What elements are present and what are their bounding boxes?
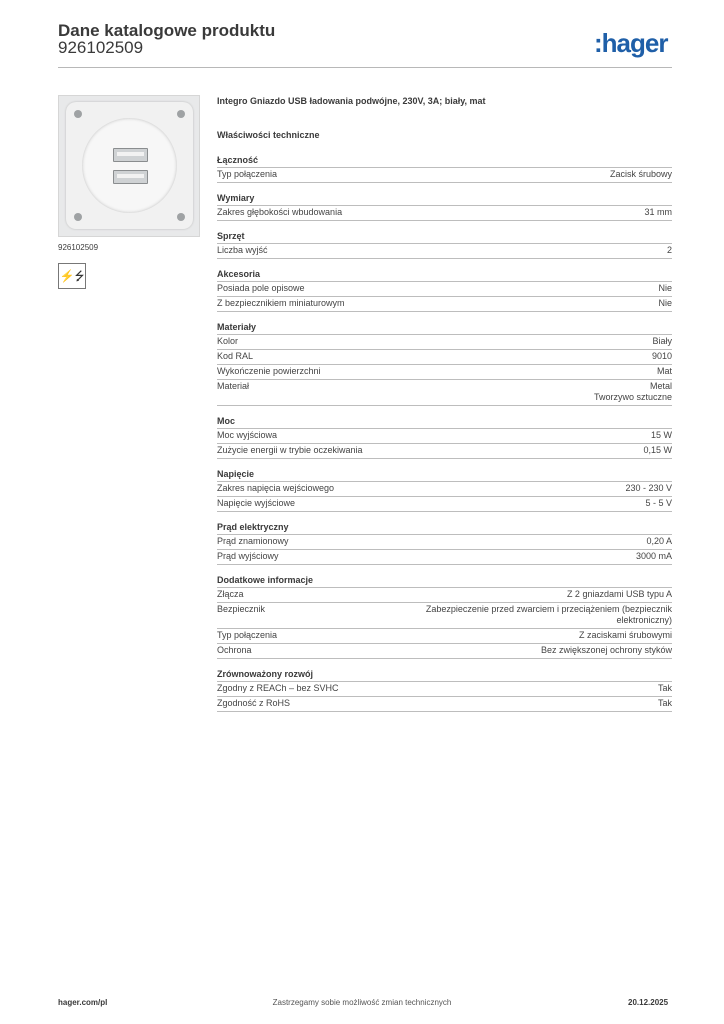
logo-text: hager: [601, 28, 668, 58]
spec-row: [217, 244, 672, 259]
spec-value: [594, 381, 672, 403]
spec-value: [625, 483, 672, 494]
spec-value-line: Bez zwiększonej ochrony styków: [540, 645, 672, 655]
spec-value: [645, 498, 672, 509]
spec-value-line: 15 W: [650, 430, 672, 440]
spec-section: [217, 192, 672, 221]
spec-value-line: Tak: [657, 698, 672, 708]
spec-value-line: Z zaciskami śrubowymi: [578, 630, 672, 640]
spec-row: [217, 550, 672, 565]
spec-row: [217, 603, 672, 629]
usb-port-icon: [113, 170, 148, 184]
spec-section: [217, 574, 672, 659]
section-title: Moc: [217, 415, 672, 429]
page-title: Dane katalogowe produktu: [58, 21, 276, 40]
spec-value: [643, 445, 672, 456]
spec-label: Kolor: [217, 336, 239, 346]
spec-value-line: Zabezpieczenie przed zwarciem i przeciążeniem (bezpiecznik: [425, 604, 672, 614]
spec-value: [646, 536, 672, 547]
spec-value-line: Z 2 gniazdami USB typu A: [566, 589, 672, 599]
spec-label: Zgodny z REACh – bez SVHC: [217, 683, 339, 693]
spec-label: Typ połączenia: [217, 630, 278, 640]
section-title: Akcesoria: [217, 268, 672, 282]
spec-label: Zakres głębokości wbudowania: [217, 207, 343, 217]
spec-section: [217, 230, 672, 259]
spec-value: [657, 366, 672, 377]
spec-section: [217, 268, 672, 312]
spec-value: [426, 604, 672, 626]
footer-disclaimer: Zastrzegamy sobie możliwość zmian technicznych: [272, 998, 452, 1007]
spec-value-line: 31 mm: [644, 207, 672, 217]
usb-socket-icon: ⚡⭍: [58, 263, 86, 289]
spec-row: [217, 697, 672, 712]
section-title: Zrównoważony rozwój: [217, 668, 672, 682]
product-description: Integro Gniazdo USB ładowania podwójne, 230V, 3A; biały, mat: [217, 96, 486, 106]
spec-row: [217, 380, 672, 406]
spec-value: [579, 630, 672, 641]
spec-value-line: Zacisk śrubowy: [609, 169, 672, 179]
spec-label: Zużycie energii w trybie oczekiwania: [217, 445, 363, 455]
section-title: Łączność: [217, 154, 672, 168]
spec-value-line: 2: [666, 245, 672, 255]
section-title: Wymiary: [217, 192, 672, 206]
spec-section: [217, 521, 672, 565]
spec-value-line: 5 - 5 V: [645, 498, 672, 508]
spec-row: [217, 682, 672, 697]
section-title: Sprzęt: [217, 230, 672, 244]
spec-row: [217, 629, 672, 644]
spec-value-line: Metal: [649, 381, 672, 391]
spec-section: [217, 154, 672, 183]
spec-value-line: 230 - 230 V: [625, 483, 672, 493]
spec-row: [217, 535, 672, 550]
spec-section: [217, 415, 672, 459]
footer-date: 20.12.2025: [628, 998, 669, 1007]
specs-table: [217, 145, 672, 712]
spec-value: [644, 207, 672, 218]
screw-icon: [177, 110, 185, 118]
screw-icon: [74, 213, 82, 221]
spec-value-line: Biały: [652, 336, 672, 346]
spec-value-line: elektroniczny): [616, 615, 672, 625]
spec-label: Napięcie wyjściowe: [217, 498, 296, 508]
product-code: 926102509: [58, 38, 144, 57]
spec-value: [652, 351, 672, 362]
footer-website[interactable]: hager.com/pl: [58, 998, 108, 1007]
spec-value-line: 9010: [651, 351, 672, 361]
spec-value-line: Tworzywo sztuczne: [593, 392, 672, 402]
spec-value-line: 0,15 W: [643, 445, 672, 455]
spec-value: [651, 430, 672, 441]
spec-label: Zgodność z RoHS: [217, 698, 291, 708]
spec-value: [636, 551, 672, 562]
spec-value-line: Mat: [656, 366, 672, 376]
spec-label: Złącza: [217, 589, 244, 599]
spec-value-line: Nie: [658, 283, 672, 293]
spec-value: [658, 698, 672, 709]
spec-row: [217, 350, 672, 365]
spec-value-line: 3000 mA: [635, 551, 672, 561]
spec-label: Ochrona: [217, 645, 252, 655]
spec-label: Wykończenie powierzchni: [217, 366, 321, 376]
spec-label: Kod RAL: [217, 351, 254, 361]
spec-row: [217, 206, 672, 221]
usb-port-icon: [113, 148, 148, 162]
section-title: Prąd elektryczny: [217, 521, 672, 535]
spec-value: [567, 589, 672, 600]
header-divider: [58, 67, 672, 68]
specs-title: Właściwości techniczne: [217, 130, 320, 140]
socket-plate: [66, 102, 193, 229]
socket-insert: [82, 118, 177, 213]
spec-label: Typ połączenia: [217, 169, 278, 179]
spec-value: [652, 336, 672, 347]
spec-label: Prąd wyjściowy: [217, 551, 279, 561]
spec-row: [217, 497, 672, 512]
spec-value: [610, 169, 672, 180]
spec-row: [217, 644, 672, 659]
spec-label: Bezpiecznik: [217, 604, 266, 614]
spec-label: Liczba wyjść: [217, 245, 268, 255]
spec-value-line: Nie: [658, 298, 672, 308]
spec-section: [217, 668, 672, 712]
spec-section: [217, 468, 672, 512]
section-title: Napięcie: [217, 468, 672, 482]
spec-row: [217, 429, 672, 444]
spec-label: Zakres napięcia wejściowego: [217, 483, 335, 493]
spec-row: [217, 282, 672, 297]
spec-value-line: Tak: [657, 683, 672, 693]
spec-section: [217, 321, 672, 406]
spec-row: [217, 588, 672, 603]
screw-icon: [74, 110, 82, 118]
spec-value: [541, 645, 672, 656]
spec-value: [658, 298, 672, 309]
spec-label: Materiał: [217, 381, 250, 391]
spec-label: Prąd znamionowy: [217, 536, 289, 546]
spec-row: [217, 335, 672, 350]
spec-row: [217, 482, 672, 497]
image-caption: 926102509: [58, 243, 99, 252]
product-image: [58, 95, 200, 237]
spec-label: Posiada pole opisowe: [217, 283, 305, 293]
spec-row: [217, 444, 672, 459]
section-title: Materiały: [217, 321, 672, 335]
spec-value: [658, 283, 672, 294]
spec-value-line: 0,20 A: [646, 536, 672, 546]
spec-label: Z bezpiecznikiem miniaturowym: [217, 298, 345, 308]
spec-row: [217, 297, 672, 312]
spec-label: Moc wyjściowa: [217, 430, 278, 440]
screw-icon: [177, 213, 185, 221]
spec-row: [217, 365, 672, 380]
spec-value: [658, 683, 672, 694]
spec-value: [667, 245, 672, 256]
spec-row: [217, 168, 672, 183]
hager-logo: :hager: [594, 28, 668, 58]
section-title: Dodatkowe informacje: [217, 574, 672, 588]
